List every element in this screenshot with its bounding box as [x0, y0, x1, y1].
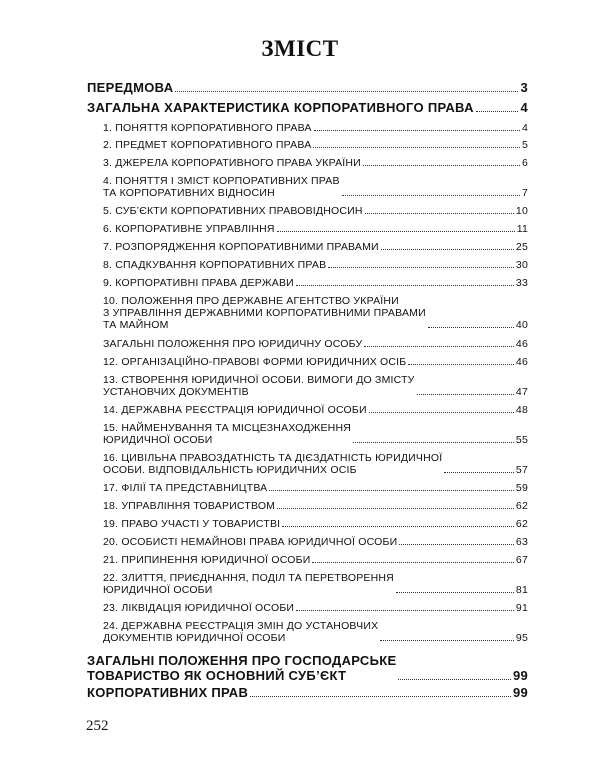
toc-entry-title: 13. СТВОРЕННЯ ЮРИДИЧНОЇ ОСОБИ. ВИМОГИ ДО ЗМІСТУ УСТАНОВЧИХ ДОКУМЕНТІВ — [103, 374, 415, 398]
toc-entry[interactable] — [87, 685, 528, 700]
toc-entry-page: 46 — [515, 338, 528, 350]
dot-leader — [342, 195, 520, 196]
toc-entry-page: 55 — [515, 434, 528, 446]
dot-leader — [313, 147, 520, 148]
toc-entry-page: 25 — [515, 241, 528, 253]
toc-entry-page: 6 — [521, 157, 528, 169]
toc-entry[interactable] — [103, 374, 528, 398]
dot-leader — [398, 679, 511, 680]
toc-entry[interactable] — [103, 554, 528, 566]
toc-entry[interactable] — [103, 338, 528, 350]
toc-entry[interactable] — [103, 241, 528, 253]
toc-entry-page: 10 — [515, 205, 528, 217]
dot-leader — [364, 346, 514, 347]
toc-entry[interactable] — [103, 404, 528, 416]
dot-leader — [296, 285, 514, 286]
dot-leader — [381, 249, 514, 250]
dot-leader — [314, 130, 520, 131]
toc-entry-title: 17. ФІЛІЇ ТА ПРЕДСТАВНИЦТВА — [103, 482, 268, 494]
toc-entry-title: 8. СПАДКУВАННЯ КОРПОРАТИВНИХ ПРАВ — [103, 259, 327, 271]
toc-entry[interactable] — [87, 100, 528, 115]
toc-entry-page: 62 — [515, 500, 528, 512]
toc-entry[interactable] — [103, 422, 528, 446]
dot-leader — [296, 610, 514, 611]
toc-entry-title: ПЕРЕДМОВА — [87, 80, 174, 95]
toc-entry-title: 6. КОРПОРАТИВНЕ УПРАВЛІННЯ — [103, 223, 275, 235]
toc-entry-page: 4 — [521, 122, 528, 134]
toc-entry-title: 12. ОРГАНІЗАЦІЙНО-ПРАВОВІ ФОРМИ ЮРИДИЧНИХ ОСІБ — [103, 356, 407, 368]
toc-entry-title: 3. ДЖЕРЕЛА КОРПОРАТИВНОГО ПРАВА УКРАЇНИ — [103, 157, 361, 169]
toc-entry-page: 95 — [515, 632, 528, 644]
toc-entry-page: 3 — [520, 80, 528, 95]
dot-leader — [353, 442, 514, 443]
dot-leader — [282, 526, 514, 527]
toc-entry[interactable] — [103, 572, 528, 596]
toc-entry-page: 40 — [515, 319, 528, 331]
toc-entry-title: 14. ДЕРЖАВНА РЕЄСТРАЦІЯ ЮРИДИЧНОЇ ОСОБИ — [103, 404, 367, 416]
dot-leader — [250, 696, 511, 697]
toc-entry-page: 99 — [512, 668, 528, 683]
toc-entry[interactable] — [103, 536, 528, 548]
toc-entry[interactable] — [103, 482, 528, 494]
toc-entry-title: 4. ПОНЯТТЯ І ЗМІСТ КОРПОРАТИВНИХ ПРАВ ТА КОРПОРАТИВНИХ ВІДНОСИН — [103, 175, 340, 199]
toc-entry-page: 57 — [515, 464, 528, 476]
dot-leader — [408, 364, 514, 365]
dot-leader — [369, 412, 514, 413]
toc-entry-page: 48 — [515, 404, 528, 416]
toc-entry-page: 63 — [515, 536, 528, 548]
toc-entry[interactable] — [103, 500, 528, 512]
toc-entry[interactable] — [103, 122, 528, 134]
dot-leader — [380, 640, 514, 641]
toc-entry-title: 19. ПРАВО УЧАСТІ У ТОВАРИСТВІ — [103, 518, 281, 530]
toc-entry[interactable] — [103, 223, 528, 235]
dot-leader — [277, 231, 515, 232]
dot-leader — [363, 165, 520, 166]
toc-entry[interactable] — [103, 602, 528, 614]
dot-leader — [312, 562, 513, 563]
toc-entry-page: 5 — [521, 139, 528, 151]
toc-entry[interactable] — [103, 157, 528, 169]
toc-entry-title: 15. НАЙМЕНУВАННЯ ТА МІСЦЕЗНАХОДЖЕННЯ ЮРИДИЧНОЇ ОСОБИ — [103, 422, 352, 446]
toc-entry-title: 2. ПРЕДМЕТ КОРПОРАТИВНОГО ПРАВА — [103, 139, 312, 151]
toc-entry-page: 11 — [516, 223, 528, 235]
dot-leader — [428, 327, 514, 328]
toc-entry-title: 7. РОЗПОРЯДЖЕННЯ КОРПОРАТИВНИМИ ПРАВАМИ — [103, 241, 379, 253]
dot-leader — [399, 544, 514, 545]
toc-entry-page: 33 — [515, 277, 528, 289]
toc-entry-page: 46 — [515, 356, 528, 368]
toc-entry[interactable] — [103, 277, 528, 289]
toc-entry-page: 47 — [515, 386, 528, 398]
toc-entry[interactable] — [103, 139, 528, 151]
toc-entry-title: 9. КОРПОРАТИВНІ ПРАВА ДЕРЖАВИ — [103, 277, 294, 289]
toc-entry-page: 99 — [512, 685, 528, 700]
toc-entry-title: ЗАГАЛЬНІ ПОЛОЖЕННЯ ПРО ЮРИДИЧНУ ОСОБУ — [103, 338, 363, 350]
dot-leader — [365, 213, 514, 214]
dot-leader — [175, 91, 518, 92]
toc-entry-page: 59 — [515, 482, 528, 494]
toc-entry-page: 4 — [520, 100, 528, 115]
toc-entry-page: 67 — [515, 554, 528, 566]
toc-entry-title: 20. ОСОБИСТІ НЕМАЙНОВІ ПРАВА ЮРИДИЧНОЇ ОСОБИ — [103, 536, 398, 548]
toc-entry[interactable] — [103, 452, 528, 476]
dot-leader — [417, 394, 514, 395]
toc-entry[interactable] — [103, 356, 528, 368]
toc-entry-title: 24. ДЕРЖАВНА РЕЄСТРАЦІЯ ЗМІН ДО УСТАНОВЧИХ ДОКУМЕНТІВ ЮРИДИЧНОЇ ОСОБИ — [103, 620, 379, 644]
toc-entry-title: 5. СУБ’ЄКТИ КОРПОРАТИВНИХ ПРАВОВІДНОСИН — [103, 205, 363, 217]
toc-entry-title: 22. ЗЛИТТЯ, ПРИЄДНАННЯ, ПОДІЛ ТА ПЕРЕТВОРЕННЯ ЮРИДИЧНОЇ ОСОБИ — [103, 572, 394, 596]
toc-entry[interactable] — [103, 620, 528, 644]
toc-entry[interactable] — [87, 80, 528, 95]
dot-leader — [444, 472, 514, 473]
toc-entry-title: КОРПОРАТИВНИХ ПРАВ — [87, 685, 249, 700]
dot-leader — [476, 111, 519, 112]
toc-entry-page: 81 — [515, 584, 528, 596]
toc-entry[interactable] — [103, 295, 528, 331]
dot-leader — [396, 592, 514, 593]
toc-entry-title: 18. УПРАВЛІННЯ ТОВАРИСТВОМ — [103, 500, 276, 512]
toc-entry-title: 16. ЦИВІЛЬНА ПРАВОЗДАТНІСТЬ ТА ДІЄЗДАТНІСТЬ ЮРИДИЧНОЇ ОСОБИ. ВІДПОВІДАЛЬНІСТЬ ЮРИДИЧНИХ ОСІБ — [103, 452, 443, 476]
toc-entry-page: 62 — [515, 518, 528, 530]
page-number: 252 — [86, 718, 109, 734]
toc-entry-title: 23. ЛІКВІДАЦІЯ ЮРИДИЧНОЇ ОСОБИ — [103, 602, 295, 614]
toc-entry-page: 7 — [521, 187, 528, 199]
toc-entry-title: ЗАГАЛЬНА ХАРАКТЕРИСТИКА КОРПОРАТИВНОГО ПРАВА — [87, 100, 474, 115]
toc-entry-title: 21. ПРИПИНЕННЯ ЮРИДИЧНОЇ ОСОБИ — [103, 554, 311, 566]
toc-entry[interactable] — [87, 653, 528, 683]
toc-entry[interactable] — [103, 205, 528, 217]
toc-entry-page: 30 — [515, 259, 528, 271]
toc-entry[interactable] — [103, 518, 528, 530]
toc-entry[interactable] — [103, 175, 528, 199]
toc-entry[interactable] — [103, 259, 528, 271]
toc-entry-title: 1. ПОНЯТТЯ КОРПОРАТИВНОГО ПРАВА — [103, 122, 312, 134]
page-title: ЗМІСТ — [261, 36, 339, 61]
toc-entry-title: ЗАГАЛЬНІ ПОЛОЖЕННЯ ПРО ГОСПОДАРСЬКЕ ТОВАРИСТВО ЯК ОСНОВНИЙ СУБ’ЄКТ — [87, 653, 397, 683]
toc-entry-page: 91 — [515, 602, 528, 614]
dot-leader — [328, 267, 514, 268]
dot-leader — [269, 490, 514, 491]
toc-entry-title: 10. ПОЛОЖЕННЯ ПРО ДЕРЖАВНЕ АГЕНТСТВО УКРАЇНИ З УПРАВЛІННЯ ДЕРЖАВНИМИ КОРПОРАТИВНИМИ ПРАВАМИ ТА МАЙНОМ — [103, 295, 426, 331]
dot-leader — [277, 508, 514, 509]
